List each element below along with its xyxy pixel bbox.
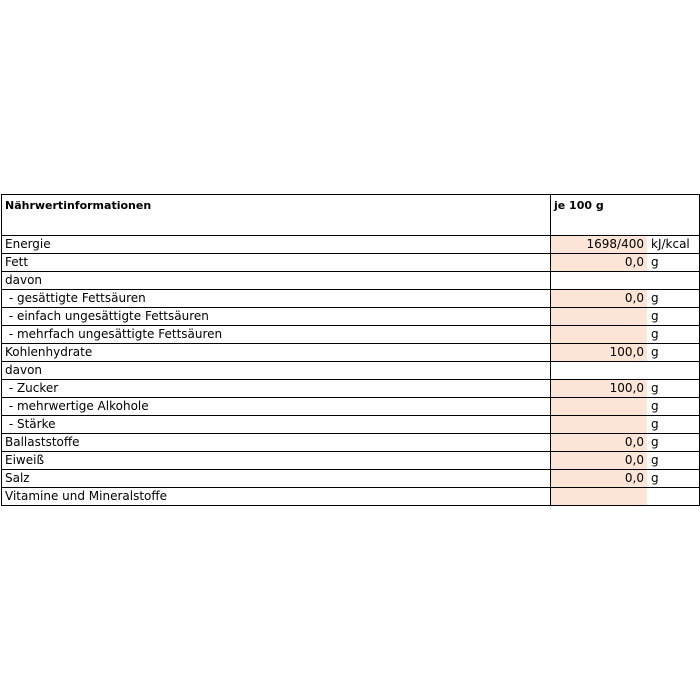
nutrient-value: 0,0: [551, 452, 647, 469]
nutrient-unit: g: [651, 417, 659, 431]
nutrient-label: Fett: [5, 255, 29, 269]
nutrient-unit: g: [651, 399, 659, 413]
table-row: [2, 272, 700, 290]
table-row: [2, 398, 700, 416]
nutrient-label-cell: [2, 272, 551, 290]
nutrient-label: davon: [5, 273, 43, 287]
nutrient-value: 0,0: [551, 254, 647, 271]
nutrient-value-cell: [551, 434, 700, 452]
nutrient-label: Vitamine und Mineralstoffe: [5, 489, 168, 503]
nutrient-label-cell: [2, 416, 551, 434]
nutrient-value-cell: [551, 326, 700, 344]
nutrient-label-cell: [2, 344, 551, 362]
table-row: [2, 362, 700, 380]
header-per-cell: [551, 195, 700, 236]
nutrient-value: 0,0: [551, 470, 647, 487]
table-row: [2, 326, 700, 344]
nutrient-unit: kJ/kcal: [651, 237, 690, 251]
nutrient-value: 0,0: [551, 434, 647, 451]
nutrient-label-cell: [2, 434, 551, 452]
nutrient-label-cell: [2, 236, 551, 254]
nutrient-label: Energie: [5, 237, 51, 251]
nutrient-value-cell: [551, 470, 700, 488]
nutrient-value: [551, 272, 647, 289]
nutrient-label: Salz: [5, 471, 30, 485]
header-label-cell: [2, 195, 551, 236]
nutrient-unit: g: [651, 309, 659, 323]
nutrient-label: Kohlenhydrate: [5, 345, 93, 359]
table-row: [2, 416, 700, 434]
nutrient-value-cell: [551, 290, 700, 308]
nutrient-value-cell: [551, 236, 700, 254]
nutrient-unit: g: [651, 381, 659, 395]
table-row: [2, 470, 700, 488]
nutrient-value: [551, 416, 647, 433]
table-row: [2, 380, 700, 398]
nutrient-label-cell: [2, 380, 551, 398]
nutrient-unit: g: [651, 435, 659, 449]
nutrient-value: [551, 398, 647, 415]
table-row: [2, 434, 700, 452]
nutrient-unit: g: [651, 291, 659, 305]
nutrient-label: - einfach ungesättigte Fettsäuren: [5, 309, 209, 323]
nutrient-unit: g: [651, 471, 659, 485]
nutrient-value-cell: [551, 380, 700, 398]
nutrient-label-cell: [2, 290, 551, 308]
nutrient-label: - Zucker: [5, 381, 59, 395]
nutrient-value: 100,0: [551, 344, 647, 361]
nutrient-value: [551, 308, 647, 325]
table-row: [2, 254, 700, 272]
nutrient-value: [551, 488, 647, 505]
nutrient-label-cell: [2, 326, 551, 344]
nutrient-label-cell: [2, 452, 551, 470]
table-row: [2, 344, 700, 362]
nutrient-label: Eiweiß: [5, 453, 45, 467]
nutrient-label: - gesättigte Fettsäuren: [5, 291, 146, 305]
nutrient-label-cell: [2, 308, 551, 326]
nutrient-value-cell: [551, 254, 700, 272]
nutrient-label-cell: [2, 362, 551, 380]
nutrient-value: 0,0: [551, 290, 647, 307]
table-row: [2, 290, 700, 308]
nutrient-value-cell: [551, 308, 700, 326]
table-row: [2, 488, 700, 506]
nutrient-label-cell: [2, 488, 551, 506]
nutrient-unit: g: [651, 255, 659, 269]
nutrient-value: 1698/400: [551, 236, 647, 253]
header-per: je 100 g: [554, 199, 604, 212]
table-header-row: [2, 195, 700, 236]
nutrient-label-cell: [2, 470, 551, 488]
nutrient-unit: g: [651, 345, 659, 359]
nutrient-value-cell: [551, 398, 700, 416]
nutrient-label-cell: [2, 398, 551, 416]
nutrient-label: - Stärke: [5, 417, 56, 431]
table-row: [2, 236, 700, 254]
nutrient-value: [551, 362, 647, 379]
nutrient-label: - mehrwertige Alkohole: [5, 399, 149, 413]
nutrient-label: - mehrfach ungesättigte Fettsäuren: [5, 327, 223, 341]
nutrient-value-cell: [551, 416, 700, 434]
nutrient-label-cell: [2, 254, 551, 272]
nutrient-value-cell: [551, 452, 700, 470]
nutrient-value: [551, 326, 647, 343]
table-row: [2, 308, 700, 326]
nutrient-value-cell: [551, 344, 700, 362]
nutrient-value-cell: [551, 272, 700, 290]
nutrient-unit: g: [651, 327, 659, 341]
nutrient-value-cell: [551, 488, 700, 506]
header-label: Nährwertinformationen: [5, 199, 152, 212]
nutrient-value: 100,0: [551, 380, 647, 397]
nutrient-label: davon: [5, 363, 43, 377]
nutrient-label: Ballaststoffe: [5, 435, 80, 449]
nutrient-value-cell: [551, 362, 700, 380]
nutrient-unit: g: [651, 453, 659, 467]
table-row: [2, 452, 700, 470]
nutrition-table: [1, 194, 700, 506]
